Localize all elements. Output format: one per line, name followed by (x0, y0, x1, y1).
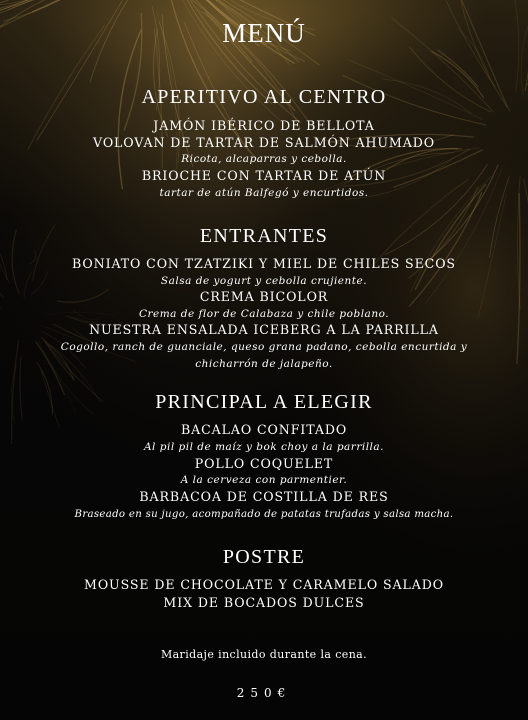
dish-description: Ricota, alcaparras y cebolla. (181, 153, 347, 165)
dish-name: NUESTRA ENSALADA ICEBERG A LA PARRILLA (89, 322, 439, 337)
dish-description: Al pil pil de maíz y bok choy a la parrilla. (143, 441, 385, 453)
section-title-aperitivo: APERITIVO AL CENTRO (141, 86, 387, 108)
dish-name: CREMA BICOLOR (199, 289, 329, 304)
dish-description: A la cerveza con parmentier. (180, 474, 348, 486)
dish-name: MOUSSE DE CHOCOLATE Y CARAMELO SALADO (84, 577, 444, 592)
dish-description: Braseado en su jugo, acompañado de patatas trufadas y salsa macha. (74, 509, 454, 520)
dish-name: BONIATO CON TZATZIKI Y MIEL DE CHILES SECOS (72, 256, 456, 271)
dish-name: BRIOCHE CON TARTAR DE ATÚN (141, 168, 387, 183)
menu-title: MENÚ (222, 18, 306, 48)
dish-name: JAMÓN IBÉRICO DE BELLOTA (153, 118, 375, 133)
dish-description: Cogollo, ranch de guanciale, queso grana padano, cebolla encurtida y chicharrón de jalapeño. (60, 341, 468, 370)
section-title-principal: PRINCIPAL A ELEGIR (155, 391, 373, 413)
dish-description: Salsa de yogurt y cebolla crujiente. (160, 275, 368, 287)
dish-name: VOLOVAN DE TARTAR DE SALMÓN AHUMADO (93, 135, 435, 150)
pairing-note: Maridaje incluido durante la cena. (160, 648, 368, 661)
section-title-postre: POSTRE (222, 546, 306, 568)
price: 250€ (236, 686, 292, 700)
dish-name: MIX DE BOCADOS DULCES (163, 595, 365, 610)
dish-name: BARBACOA DE COSTILLA DE RES (139, 489, 389, 504)
dish-name: POLLO COQUELET (194, 456, 334, 471)
dish-name: BACALAO CONFITADO (180, 422, 348, 437)
dish-description: Crema de flor de Calabaza y chile poblano. (138, 308, 390, 320)
section-title-entrantes: ENTRANTES (199, 225, 329, 247)
dish-description: tartar de atún Balfegó y encurtidos. (159, 187, 369, 199)
